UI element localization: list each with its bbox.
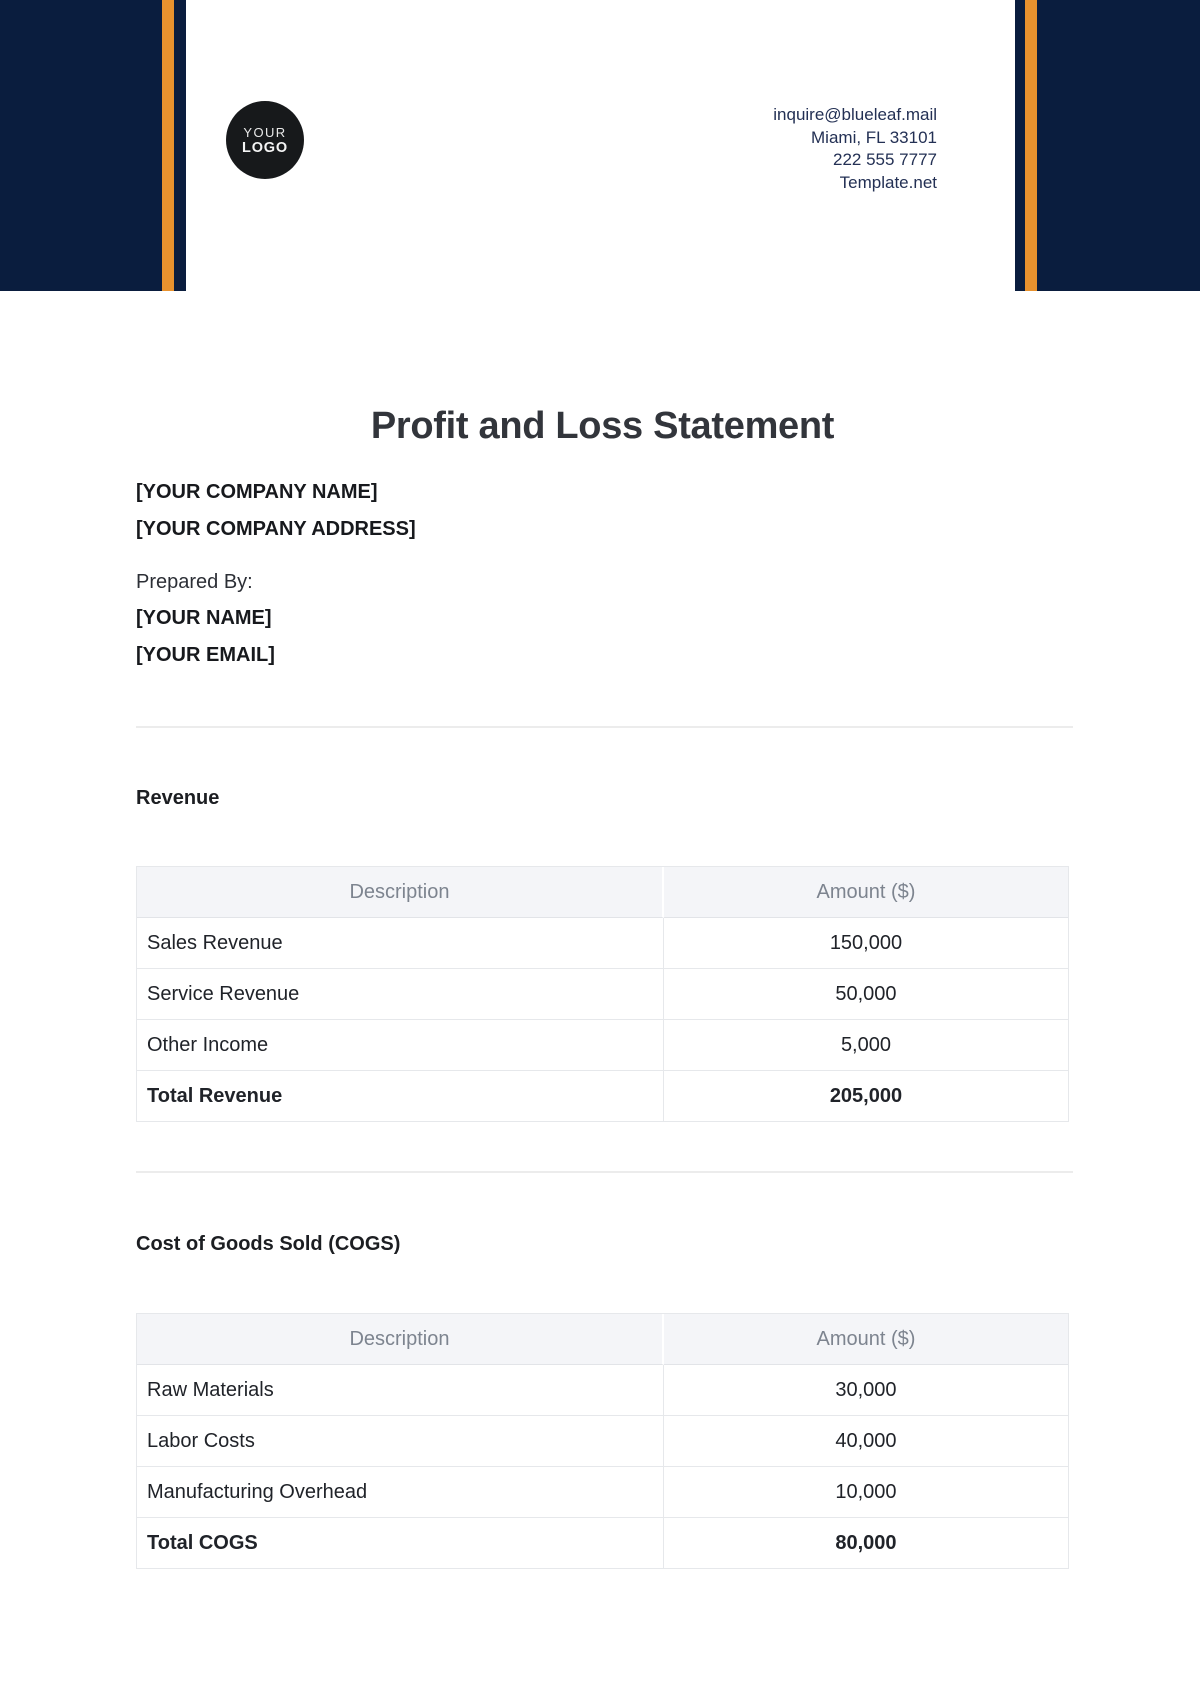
revenue-table bbox=[136, 866, 1069, 1122]
preparer-email: [YOUR EMAIL] bbox=[136, 644, 275, 666]
logo-text-your: YOUR bbox=[243, 124, 287, 140]
company-logo bbox=[226, 101, 304, 179]
cell-description: Service Revenue bbox=[137, 969, 664, 1020]
logo-text-logo: LOGO bbox=[242, 139, 288, 156]
contact-block bbox=[773, 104, 937, 194]
cell-amount: 150,000 bbox=[664, 918, 1068, 969]
contact-website: Template.net bbox=[839, 172, 937, 192]
cell-amount: 10,000 bbox=[664, 1467, 1068, 1518]
section-divider bbox=[136, 726, 1073, 728]
cogs-table bbox=[136, 1313, 1069, 1569]
cell-description: Raw Materials bbox=[137, 1365, 664, 1416]
preparer-name: [YOUR NAME] bbox=[136, 607, 272, 629]
cell-total-amount: 205,000 bbox=[664, 1071, 1068, 1121]
left-navy-block bbox=[0, 0, 162, 291]
contact-location: Miami, FL 33101 bbox=[811, 127, 937, 147]
table-header-row bbox=[137, 867, 1068, 918]
table-row bbox=[137, 1467, 1068, 1518]
column-header-description: Description bbox=[137, 867, 664, 918]
page-title: Profit and Loss Statement bbox=[370, 405, 835, 447]
company-address: [YOUR COMPANY ADDRESS] bbox=[136, 518, 416, 540]
right-navy-block bbox=[1037, 0, 1200, 291]
contact-email: inquire@blueleaf.mail bbox=[773, 105, 937, 124]
cell-amount: 50,000 bbox=[664, 969, 1068, 1020]
column-header-description: Description bbox=[137, 1314, 664, 1365]
right-orange-stripe bbox=[1025, 0, 1037, 291]
column-header-amount: Amount ($) bbox=[664, 867, 1068, 918]
cell-amount: 5,000 bbox=[664, 1020, 1068, 1071]
table-row bbox=[137, 1365, 1068, 1416]
contact-phone: 222 555 7777 bbox=[833, 150, 937, 170]
table-row bbox=[137, 918, 1068, 969]
left-orange-stripe bbox=[162, 0, 174, 291]
table-row bbox=[137, 1416, 1068, 1467]
cell-total-amount: 80,000 bbox=[664, 1518, 1068, 1568]
cell-total-label: Total COGS bbox=[137, 1518, 664, 1568]
prepared-by-label: Prepared By: bbox=[136, 571, 253, 593]
total-row bbox=[137, 1518, 1068, 1568]
total-row bbox=[137, 1071, 1068, 1121]
cell-description: Other Income bbox=[137, 1020, 664, 1071]
left-navy-stripe bbox=[174, 0, 186, 291]
cell-description: Manufacturing Overhead bbox=[137, 1467, 664, 1518]
right-navy-stripe bbox=[1015, 0, 1025, 291]
table-header-row bbox=[137, 1314, 1068, 1365]
table-row bbox=[137, 1020, 1068, 1071]
column-header-amount: Amount ($) bbox=[664, 1314, 1068, 1365]
cogs-heading: Cost of Goods Sold (COGS) bbox=[136, 1233, 401, 1255]
revenue-heading: Revenue bbox=[136, 787, 220, 809]
header-band bbox=[0, 0, 1200, 291]
cell-total-label: Total Revenue bbox=[137, 1071, 664, 1121]
section-divider bbox=[136, 1171, 1073, 1173]
cell-amount: 30,000 bbox=[664, 1365, 1068, 1416]
company-name: [YOUR COMPANY NAME] bbox=[136, 481, 378, 503]
cell-description: Sales Revenue bbox=[137, 918, 664, 969]
table-row bbox=[137, 969, 1068, 1020]
cell-amount: 40,000 bbox=[664, 1416, 1068, 1467]
cell-description: Labor Costs bbox=[137, 1416, 664, 1467]
